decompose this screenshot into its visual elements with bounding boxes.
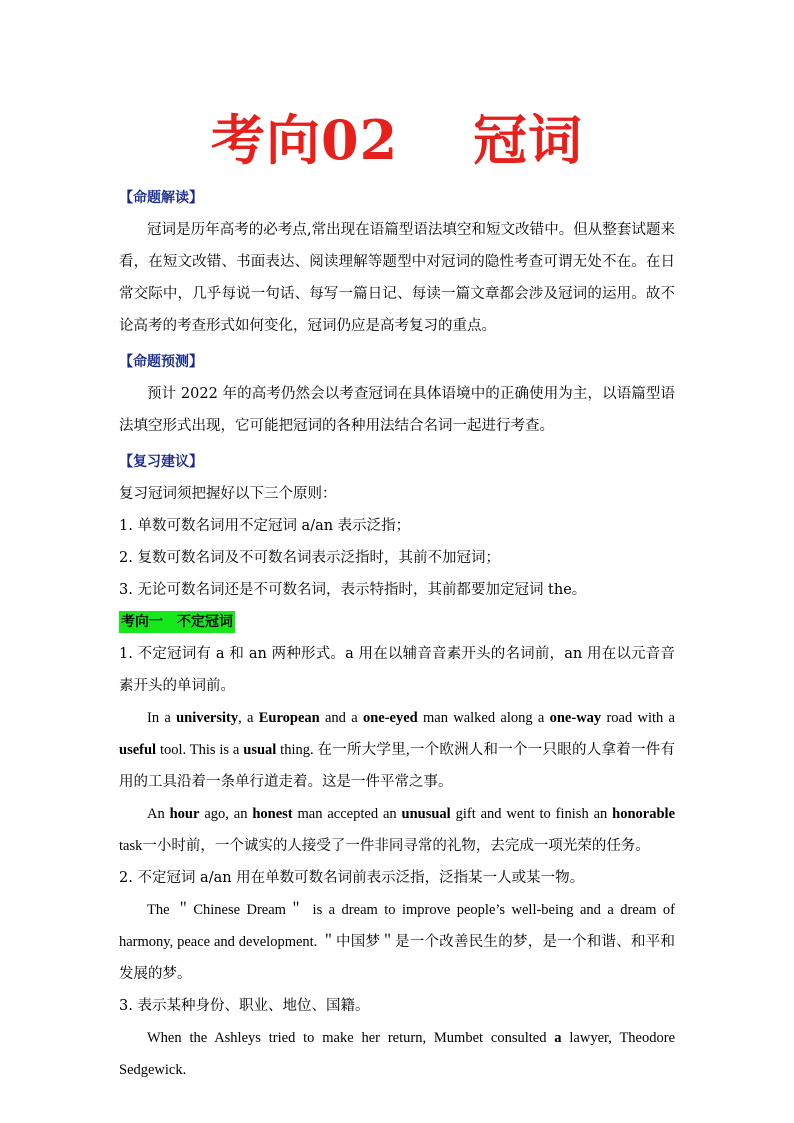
rule-3: 3. 表示某种身份、职业、地位、国籍。 bbox=[119, 998, 370, 1014]
example-3: The ＂Chinese Dream＂ is a dream to improve people’s well-being and a dream of harmony, peace and development. ＂中国梦＂是一个改善民生的梦，是一个和谐、和平和发展的梦。 bbox=[119, 902, 675, 982]
heading-advice: 【复习建议】 bbox=[119, 454, 203, 470]
advice-item: 1. 单数可数名词用不定冠词 a/an 表示泛指； bbox=[119, 518, 411, 534]
indefinite-article-section bbox=[119, 606, 675, 1086]
prediction-section bbox=[119, 346, 675, 442]
rule-2: 2. 不定冠词 a/an 用在单数可数名词前表示泛指，泛指某一人或某一物。 bbox=[119, 870, 585, 886]
heading-prediction: 【命题预测】 bbox=[119, 354, 203, 370]
advice-item: 2. 复数可数名词及不可数名词表示泛指时，其前不加冠词； bbox=[119, 550, 500, 566]
rule-1: 1. 不定冠词有 a 和 an 两种形式。a 用在以辅音音素开头的名词前，an 用在以元音音素开头的单词前。 bbox=[119, 646, 675, 694]
advice-section bbox=[119, 446, 675, 606]
example-2: An hour ago, an honest man accepted an unusual gift and went to finish an honorable task一小时前，一个诚实的人接受了一件非同寻常的礼物，去完成一项光荣的任务。 bbox=[119, 806, 675, 854]
heading-interpretation: 【命题解读】 bbox=[119, 190, 203, 206]
interpretation-section bbox=[119, 182, 675, 342]
example-4: When the Ashleys tried to make her return, Mumbet consulted a lawyer, Theodore Sedgewick. bbox=[119, 1030, 675, 1078]
paragraph-interpretation: 冠词是历年高考的必考点,常出现在语篇型语法填空和短文改错中。但从整套试题来看，在短文改错、书面表达、阅读理解等题型中对冠词的隐性考查可谓无处不在。在日常交际中，几乎每说一句话、每写一篇日记、每读一篇文章都会涉及冠词的运用。故不论高考的考查形式如何变化，冠词仍应是高考复习的重点。 bbox=[119, 222, 675, 334]
page-title: 考向02 冠词 bbox=[211, 108, 583, 172]
advice-intro: 复习冠词须把握好以下三个原则： bbox=[119, 486, 337, 502]
advice-item: 3. 无论可数名词还是不可数名词，表示特指时，其前都要加定冠词 the。 bbox=[119, 582, 587, 598]
example-1: In a university, a European and a one-eyed man walked along a one-way road with a useful tool. This is a usual thing. 在一所大学里,一个欧洲人和一个一只眼的人拿着一件有用的工具沿着一条单行道走着。这是一件平常之事。 bbox=[119, 710, 675, 790]
paragraph-prediction: 预计 2022 年的高考仍然会以考查冠词在具体语境中的正确使用为主，以语篇型语法填空形式出现，它可能把冠词的各种用法结合名词一起进行考查。 bbox=[119, 386, 675, 434]
section-label-highlight: 考向一 不定冠词 bbox=[119, 611, 235, 633]
